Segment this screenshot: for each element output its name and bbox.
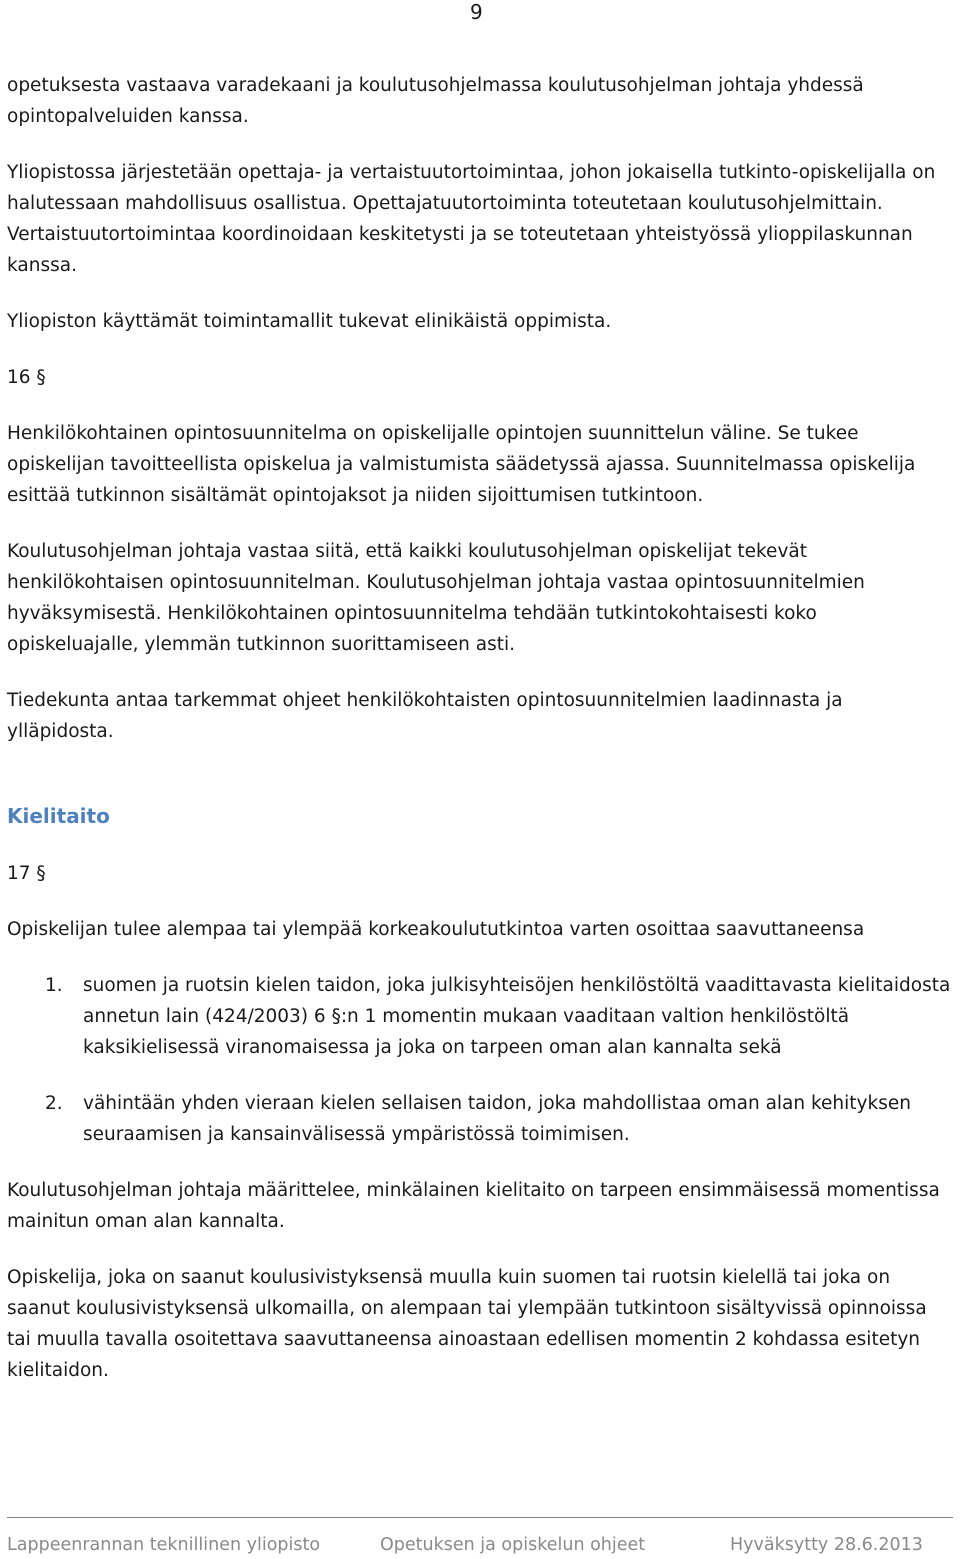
paragraph: Yliopiston käyttämät toimintamallit tukevat elinikäistä oppimista. xyxy=(7,311,612,332)
section-mark-16: 16 § xyxy=(7,367,46,388)
document-body xyxy=(7,70,952,1411)
section-heading: Kielitaito xyxy=(7,804,110,828)
list-item xyxy=(7,970,952,1063)
paragraph: Yliopistossa järjestetään opettaja- ja vertaistuutortoimintaa, johon jokaisella tutkinto-opiskelijalla on halutessaan mahdollisuus osallistua. Opettajatuutortoiminta toteutetaan koulutusohjelmittain. Vertaistuutortoimintaa koordinoidaan keskitetysti ja se toteutetaan yhteistyössä ylioppilaskunnan kanssa. xyxy=(7,162,936,276)
list-item-text: suomen ja ruotsin kielen taidon, joka julkisyhteisöjen henkilöstöltä vaadittavasta kielitaidosta annetun lain (424/2003) 6 §:n 1 momentin mukaan vaaditaan valtion henkilöstöltä kaksikielisessä viranomaisessa ja joka on tarpeen oman alan kannalta sekä xyxy=(83,975,951,1058)
footer-document-title: Opetuksen ja opiskelun ohjeet xyxy=(380,1535,646,1555)
footer-divider xyxy=(7,1517,953,1518)
paragraph: Koulutusohjelman johtaja määrittelee, minkälainen kielitaito on tarpeen ensimmäisessä momentissa mainitun oman alan kannalta. xyxy=(7,1180,940,1232)
paragraph: Tiedekunta antaa tarkemmat ohjeet henkilökohtaisten opintosuunnitelmien laadinnasta ja ylläpidosta. xyxy=(7,690,843,742)
footer-approval-date: Hyväksytty 28.6.2013 xyxy=(730,1535,923,1555)
list-item-number: 2. xyxy=(45,1093,63,1114)
list-item xyxy=(7,1088,952,1150)
list-item-text: vähintään yhden vieraan kielen sellaisen taidon, joka mahdollistaa oman alan kehityksen seuraamisen ja kansainvälisessä ympäristössä toimimisen. xyxy=(83,1093,911,1145)
numbered-list xyxy=(7,970,952,1150)
paragraph: Opiskelija, joka on saanut koulusivistyksensä muulla kuin suomen tai ruotsin kielellä tai joka on saanut koulusivistyksensä ulkomailla, on alempaan tai ylempään tutkintoon sisältyvissä opinnoissa tai muulla tavalla osoitettava saavuttaneensa ainoastaan edellisen momentin 2 kohdassa esitetyn kielitaidon. xyxy=(7,1267,927,1381)
list-item-number: 1. xyxy=(45,975,63,996)
page-number: 9 xyxy=(470,0,483,24)
paragraph: Opiskelijan tulee alempaa tai ylempää korkeakoulututkintoa varten osoittaa saavuttaneensa xyxy=(7,919,865,940)
footer-institution: Lappeenrannan teknillinen yliopisto xyxy=(7,1535,321,1555)
section-mark-17: 17 § xyxy=(7,863,46,884)
paragraph: opetuksesta vastaava varadekaani ja koulutusohjelmassa koulutusohjelman johtaja yhdessä opintopalveluiden kanssa. xyxy=(7,75,864,127)
paragraph: Henkilökohtainen opintosuunnitelma on opiskelijalle opintojen suunnittelun väline. Se tukee opiskelijan tavoitteellista opiskelua ja valmistumista säädetyssä ajassa. Suunnitelmassa opiskelija esittää tutkinnon sisältämät opintojaksot ja niiden sijoittumisen tutkintoon. xyxy=(7,423,916,506)
paragraph: Koulutusohjelman johtaja vastaa siitä, että kaikki koulutusohjelman opiskelijat tekevät henkilökohtaisen opintosuunnitelman. Koulutusohjelman johtaja vastaa opintosuunnitelmien hyväksymisestä. Henkilökohtainen opintosuunnitelma tehdään tutkintokohtaisesti koko opiskeluajalle, ylemmän tutkinnon suorittamiseen asti. xyxy=(7,541,865,655)
